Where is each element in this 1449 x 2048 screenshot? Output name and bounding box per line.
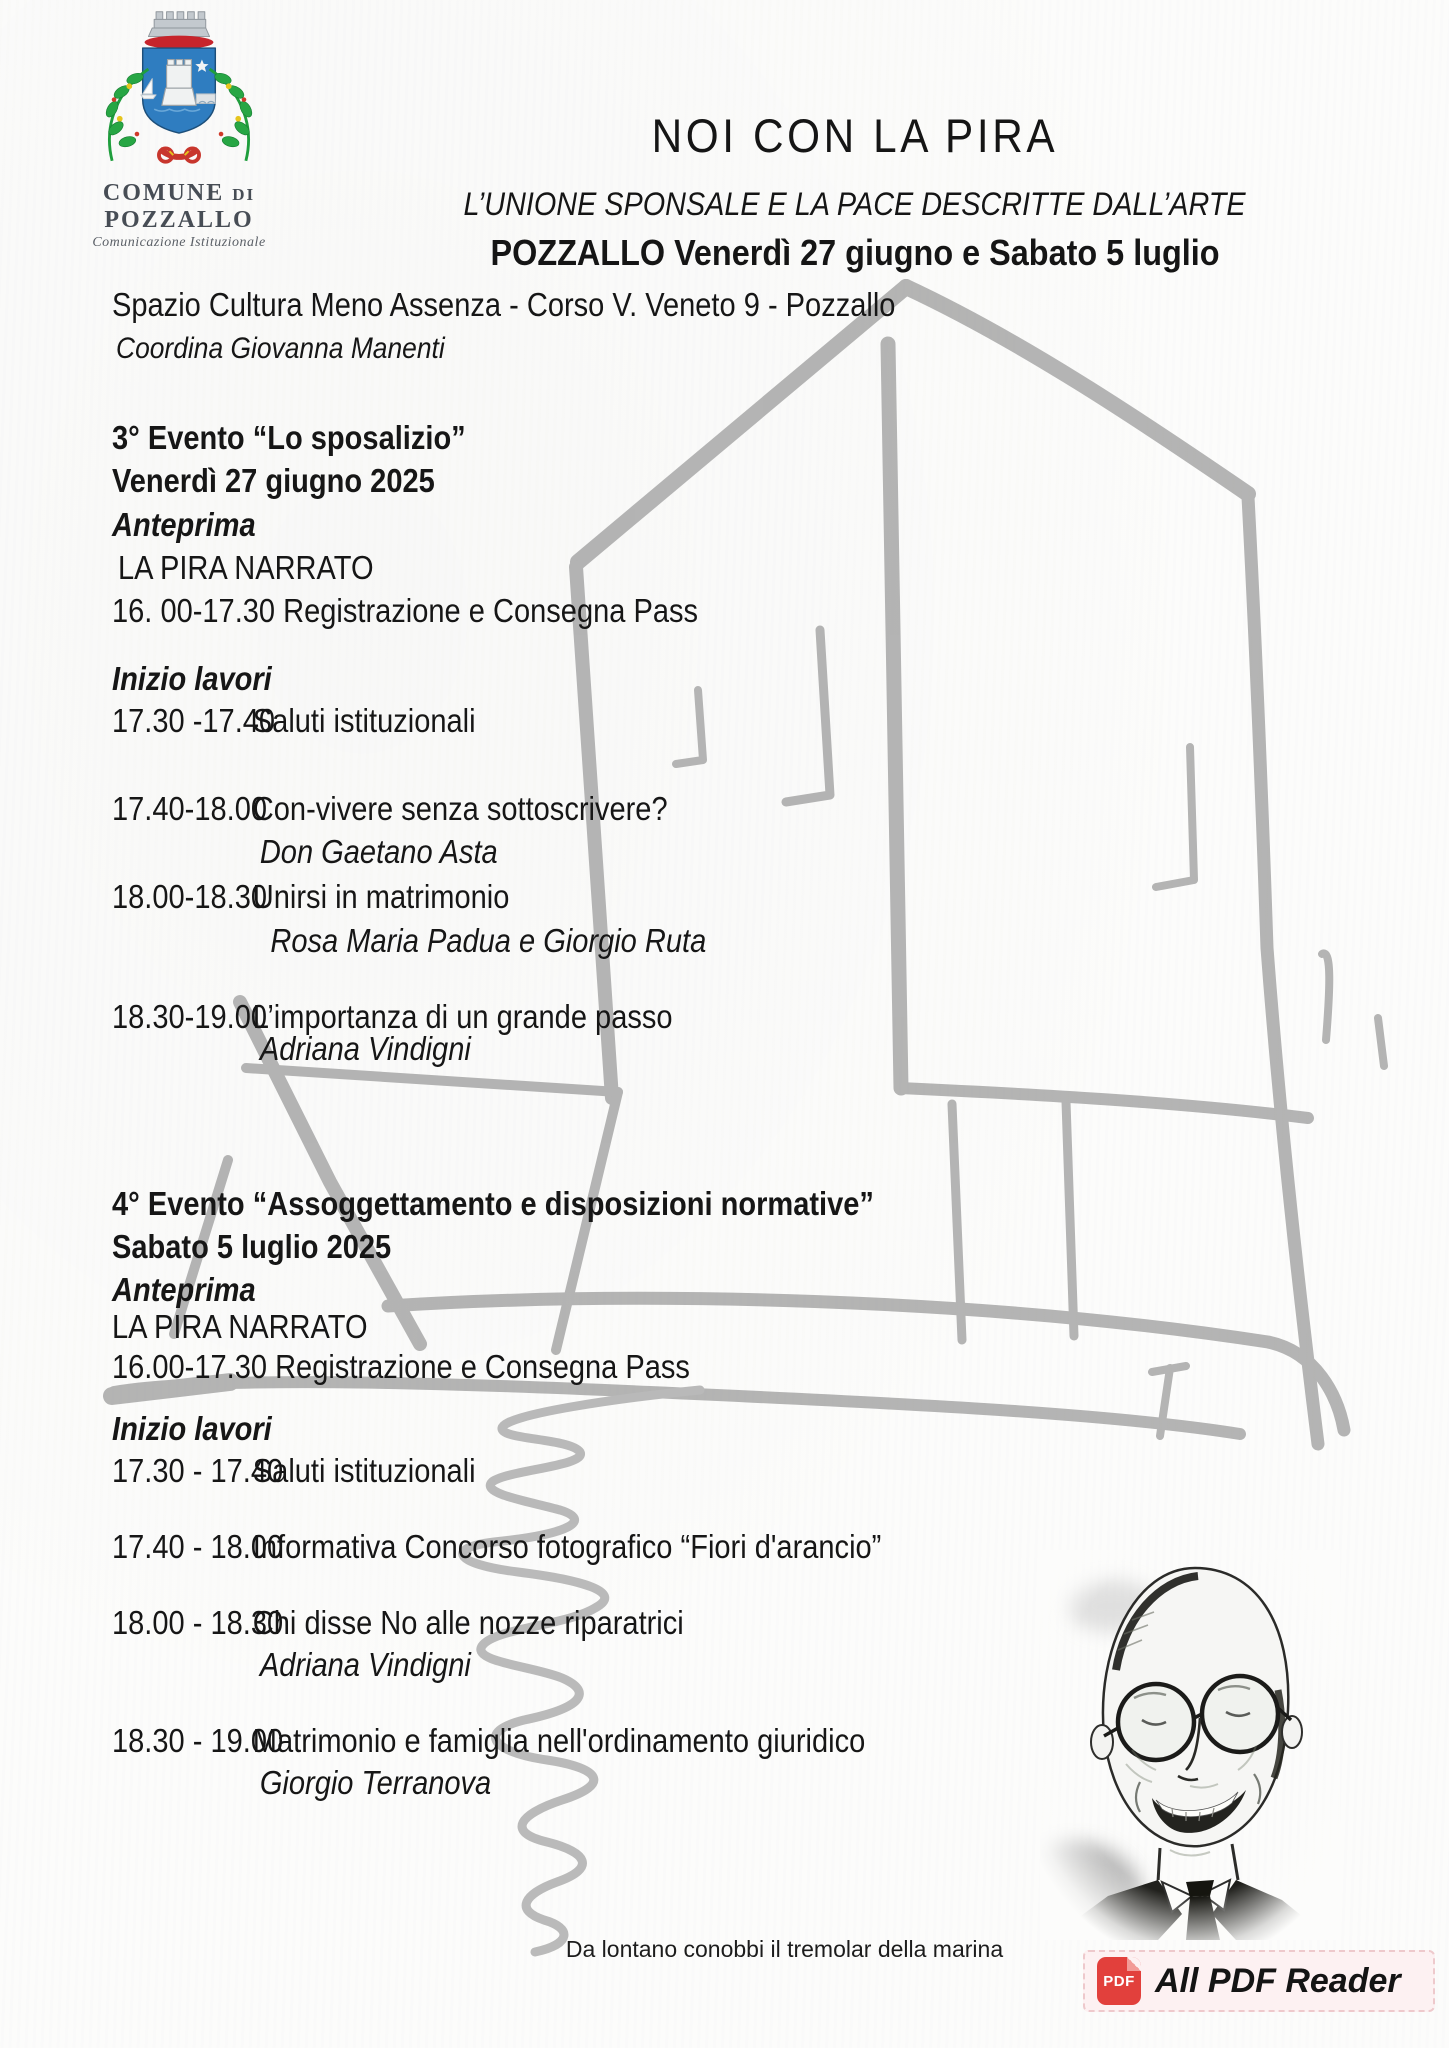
- speaker-row: [112, 1646, 520, 1684]
- row-speaker: Don Gaetano Asta: [259, 833, 498, 870]
- coat-of-arms-icon: [69, 6, 289, 178]
- start-label: Inizio lavori: [112, 660, 272, 697]
- page-title-row: [290, 108, 1420, 163]
- speaker-row: [112, 833, 550, 871]
- row-time: 17.40 - 18.00: [112, 1528, 284, 1565]
- row-time: 18.00 - 18.30: [112, 1604, 284, 1641]
- row-time: 17.40-18.00: [112, 790, 268, 827]
- schedule-row: [112, 1452, 525, 1490]
- registration-line: 16.00-17.30 Registrazione e Consegna Pass: [112, 1348, 690, 1385]
- preview-label: Anteprima: [112, 1271, 256, 1308]
- schedule-row: [112, 1528, 986, 1566]
- org-subtitle: Comunicazione Istituzionale: [92, 235, 266, 250]
- pdf-icon-label: PDF: [1103, 1972, 1135, 1990]
- venue-row: [112, 286, 1002, 324]
- row-speaker: Giorgio Terranova: [259, 1764, 492, 1801]
- row-title: Saluti istituzionali: [252, 1452, 476, 1489]
- schedule-row: [112, 878, 564, 916]
- row-time: 18.00-18.30: [112, 878, 268, 915]
- pdf-file-icon: [1097, 1957, 1141, 2005]
- row-title: Unirsi in matrimonio: [252, 878, 510, 915]
- row-title: Informativa Concorso fotografico “Fiori d'arancio”: [252, 1528, 882, 1565]
- municipality-logo: [36, 6, 322, 251]
- preview-item: LA PIRA NARRATO: [118, 549, 374, 586]
- row-time: 17.30 - 17.40: [112, 1452, 284, 1489]
- event-date: Venerdì 27 giugno 2025: [112, 462, 435, 499]
- dates-row: [290, 232, 1420, 274]
- schedule-row: [112, 1722, 968, 1760]
- event-title: 4° Evento “Assoggettamento e disposizioni normative”: [112, 1185, 874, 1222]
- coordinator-line: Coordina Giovanna Manenti: [116, 332, 445, 365]
- preview-label: Anteprima: [112, 506, 256, 543]
- event-date: Sabato 5 luglio 2025: [112, 1228, 392, 1265]
- coordinator-row: [116, 330, 490, 368]
- event-section-3: [112, 419, 1212, 1099]
- row-speaker: Adriana Vindigni: [259, 1646, 471, 1683]
- dates-line: POZZALLO Venerdì 27 giugno e Sabato 5 luglio: [490, 232, 1220, 273]
- folded-corner-icon: [1127, 1957, 1141, 1971]
- page-subtitle-row: [290, 186, 1420, 223]
- row-time: 17.30 -17.40: [112, 702, 276, 739]
- venue-line: Spazio Cultura Meno Assenza - Corso V. Veneto 9 - Pozzallo: [112, 286, 896, 323]
- start-label: Inizio lavori: [112, 1410, 272, 1447]
- row-title: Chi disse No alle nozze riparatrici: [252, 1604, 684, 1641]
- page-subtitle: L’UNIONE SPONSALE E LA PACE DESCRITTE DALL’ARTE: [463, 186, 1247, 222]
- row-title: Matrimonio e famiglia nell'ordinamento giuridico: [252, 1722, 866, 1759]
- speaker-row: [112, 1764, 543, 1802]
- la-pira-portrait-image: [1040, 1550, 1340, 1940]
- speaker-row: [112, 1030, 520, 1068]
- row-speaker: Adriana Vindigni: [259, 1030, 471, 1067]
- speaker-row: [112, 922, 787, 960]
- row-title: Con-vivere senza sottoscrivere?: [252, 790, 668, 827]
- registration-line: 16. 00-17.30 Registrazione e Consegna Pass: [112, 592, 699, 629]
- footer-quote: Da lontano conobbi il tremolar della marina: [565, 1936, 1004, 1962]
- watermark-app-name: All PDF Reader: [1155, 1961, 1401, 2000]
- row-speaker: Rosa Maria Padua e Giorgio Ruta: [270, 922, 707, 959]
- all-pdf-reader-watermark[interactable]: [1083, 1950, 1435, 2012]
- preview-item: LA PIRA NARRATO: [112, 1308, 368, 1345]
- row-time: 18.30-19.00: [112, 998, 268, 1035]
- event-title: 3° Evento “Lo sposalizio”: [112, 419, 466, 456]
- org-name: COMUNE di POZZALLO: [102, 180, 256, 233]
- row-title: L’importanza di un grande passo: [252, 998, 673, 1035]
- page-title: NOI CON LA PIRA: [651, 109, 1059, 162]
- row-title: Saluti istituzionali: [252, 702, 476, 739]
- schedule-row: [112, 1604, 762, 1642]
- row-time: 18.30 - 19.00: [112, 1722, 284, 1759]
- schedule-row: [112, 790, 743, 828]
- schedule-row: [112, 702, 525, 740]
